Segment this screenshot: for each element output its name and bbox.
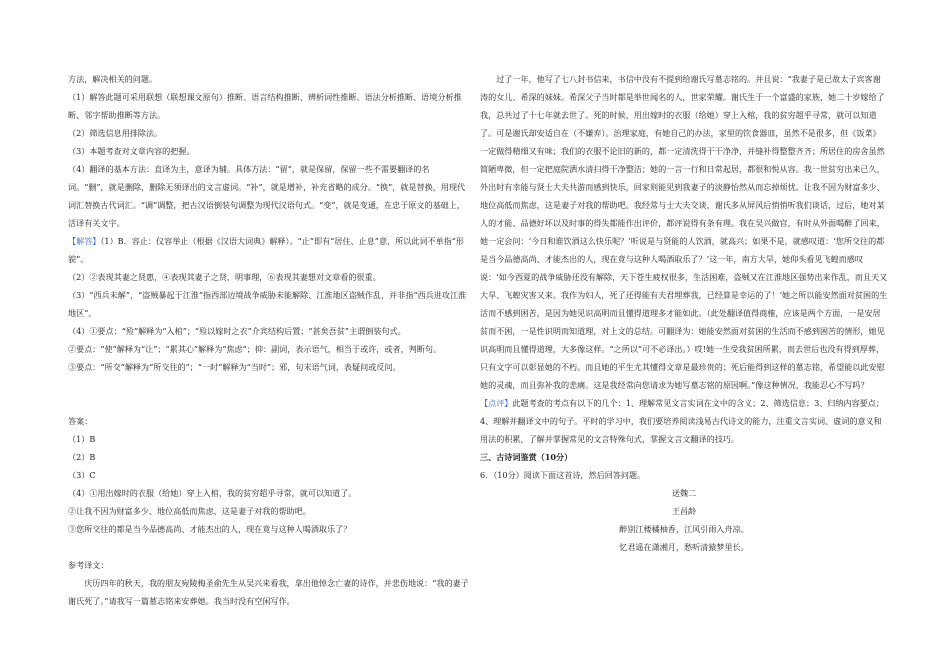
paragraph: （3）“西兵未解”，“盗贼暴起于江淮”指西部边境战争威胁未能解除、江淮地区盗贼作乱，并非指“西兵进攻江淮地区”。 bbox=[68, 290, 467, 318]
paragraph: （1）B bbox=[68, 434, 96, 444]
section-heading: 三、古诗词鉴赏（10分） bbox=[480, 452, 573, 462]
paragraph: （3）本题考查对文章内容的把握。 bbox=[68, 146, 195, 156]
annotated-paragraph bbox=[480, 394, 888, 448]
section-tag: 【点评】 bbox=[480, 398, 513, 408]
blank-line bbox=[68, 376, 470, 394]
poem-line: 王昌龄 bbox=[671, 506, 697, 516]
paragraph: 庆历四年的秋天，我的朋友宛陵梅圣俞先生从吴兴来看我，拿出他悼念亡妻的诗作，并悲伤地说：“我的妻子谢氏死了。”请我写一篇墓志铭来安葬她。我当时没有空闲写作。 bbox=[68, 578, 469, 606]
paragraph: （2）②表现其妻之贤惠，④表现其妻子之贤，明事理，⑥表现其妻想对文章看的很重。 bbox=[68, 272, 381, 282]
paragraph: ②让我不因为财富多少、地位高低而焦虑，这是妻子对我的帮助吧。 bbox=[68, 506, 311, 516]
right-column bbox=[480, 70, 888, 556]
paragraph: （2）筛选信息用排除法。 bbox=[68, 128, 163, 138]
paragraph: （3）C bbox=[68, 470, 96, 480]
paragraph-text: 此题考查的考点有以下的几个：1、理解常见文言实词在文中的含义；2、筛选信息；3、归纳内容要点；4、理解并翻译文中的句子。平时的学习中，我们要培养阅读浅易古代诗文的能力，注重文言实词、虚词的意义和用法的积累，了解并掌握常见的文言特殊句式，掌握文言文翻译的技巧。 bbox=[480, 398, 884, 444]
poem-line: 醉别江楼橘柚香，江风引雨入舟凉。 bbox=[619, 524, 749, 534]
annotated-paragraph bbox=[68, 232, 470, 268]
section-tag: 【解答】 bbox=[68, 236, 101, 246]
paragraph: 6．（10分）阅读下面这首诗，然后回答问题。 bbox=[480, 470, 646, 480]
paragraph: （4）①用出嫁时的衣服（给她）穿上入棺，我的贫穷超乎寻常，就可以知道了。 bbox=[68, 488, 357, 498]
paragraph: 过了一年，他写了七八封书信来，书信中没有不提到给谢氏写墓志铭的。并且说：“我妻子是已故太子宾客谢涛的女儿、希深的妹妹。希深父子当时都是举世闻名的人，世家荣耀。谢氏生于一个富盛的家族，她二十岁嫁给了我，总共过了十七年就去世了。死的时候，用出嫁时的衣服（给她）穿上入棺，我的贫穷超乎寻常，就可以知道了。可是谢氏却安适自在（不嫌弃）。治理家庭，有她自己的办法，家里的饮食器皿，虽然不是很多，但《饭菜》一定做得精细又有味；我们的衣服不论旧的新的，都一定清洗得干干净净，并缝补得整整齐齐；所居住的房舍虽然简陋卑微，但一定把庭院洒水清扫得干净整洁；她的一言一行和日常起居，都很和悦从容。我一世贫穷出来已久，外出时有幸能与贤士大夫共游而感到快乐，回家则能见到我妻子的淡静怡然从而忘掉烦忧。让我不因为财富多少、地位高低而焦虑，这是妻子对我的帮助吧。我经常与士大夫交谈，谢氏多从屏风后悄悄听我们谈话，过后，她对某人的才能、品德好坏以及时事的得失都能作出评价，都评说得有条有理。我在吴兴做官，有时从外面喝醉了回来，她一定会问：‘今日和谁饮酒这么快乐呢？’听说是与贤能的人饮酒，就高兴；如果不是，就感叹道：‘您所交往的都是当今品德高尚、才能杰出的人，现在竟与这种人喝酒取乐了？’这一年，南方大旱，她仰头看见飞蝗而感叹说：‘如今西夏的战争威胁还没有解除，天下苍生疲权很多，生活困难，盗贼又在江淮地区强势出来作乱，而且天又大旱、飞蝗灾害又来。我作为妇人，死了还得能有夫君埋葬我，已经算是幸运的了！’她之所以能安然面对贫困的生活而不感到困苦，是因为她见识高明而且懂得道理多才能如此。（此处翻译值得商榷，应该是两个方面，一是安居贫而不困，一是性识明而知道理，对上文的总结。可翻译为：她能安然面对贫困的生活而不感到困苦的情形，她见识高明而且懂得道理，大多像这样。“之所以”可不必译出。）哎!她一生受我贫困所累，而去世后也没有得到厚葬，只有文字可以彰显她的不朽。而且她的平生尤其懂得文章是最珍贵的；死后能得到这样的墓志铭，希望能以此安慰她的灵魂，而且弥补我的悲痛。这是我经常向您请求为她写墓志铭的原因啊。”像这种情况，我能忍心不写吗？ bbox=[480, 74, 888, 390]
paragraph: 答案： bbox=[68, 416, 93, 426]
paragraph: （2）B bbox=[68, 452, 96, 462]
paragraph-text: （1）B．容止：仪容举止（根据《汉语大词典》解释）。“止”即有“居住、止息”意，所以此词不单指“形貌”。 bbox=[68, 236, 465, 264]
poem-line: 忆君遥在潇湘月，愁听清猿梦里长。 bbox=[619, 542, 749, 552]
blank-line bbox=[68, 538, 470, 556]
left-column bbox=[68, 70, 470, 610]
paragraph: ③您所交往的都是当今品德高尚、才能杰出的人，现在竟与这种人喝酒取乐了？ bbox=[68, 524, 352, 534]
paragraph: ③要点：“所交”解释为“所交往的”；“一时”解释为“当时”；邪，句末语气词，表疑问或反问。 bbox=[68, 362, 401, 372]
blank-line bbox=[68, 394, 470, 412]
paragraph: （4）翻译的基本方法：直译为主，意译为辅。具体方法：“留”，就是保留，保留一些不需要翻译的名词。“删”，就是删除，删除无须译出的文言虚词。“补”，就是增补，补充省略的成分。“换”，就是替换，用现代词汇替换古代词汇。“调”调整，把古汉语倒装句调整为现代汉语句式。“变”，就是变通，在忠于原文的基础上，活译有关文字。 bbox=[68, 164, 466, 228]
paragraph: 参考译文： bbox=[68, 560, 109, 570]
poem-line: 送魏二 bbox=[671, 488, 697, 498]
paragraph: ②要点：“使”解释为“让”；“累其心”解释为“焦虑”；抑：副词，表示语气，相当于或许，或者，判断句。 bbox=[68, 344, 442, 354]
paragraph: （1）解答此题可采用联想（联想课文原句）推断、语言结构推断、辨析词性推断、语法分析推断、语境分析推断、邻字帮助推断等方法。 bbox=[68, 92, 462, 120]
paragraph: （4）①要点：“殓”解释为“入棺”；“殓以嫁时之衣”介宾结构后置；“甚矣吾贫”主谓倒装句式。 bbox=[68, 326, 406, 336]
paragraph: 方法，解决相关的问题。 bbox=[68, 74, 158, 84]
